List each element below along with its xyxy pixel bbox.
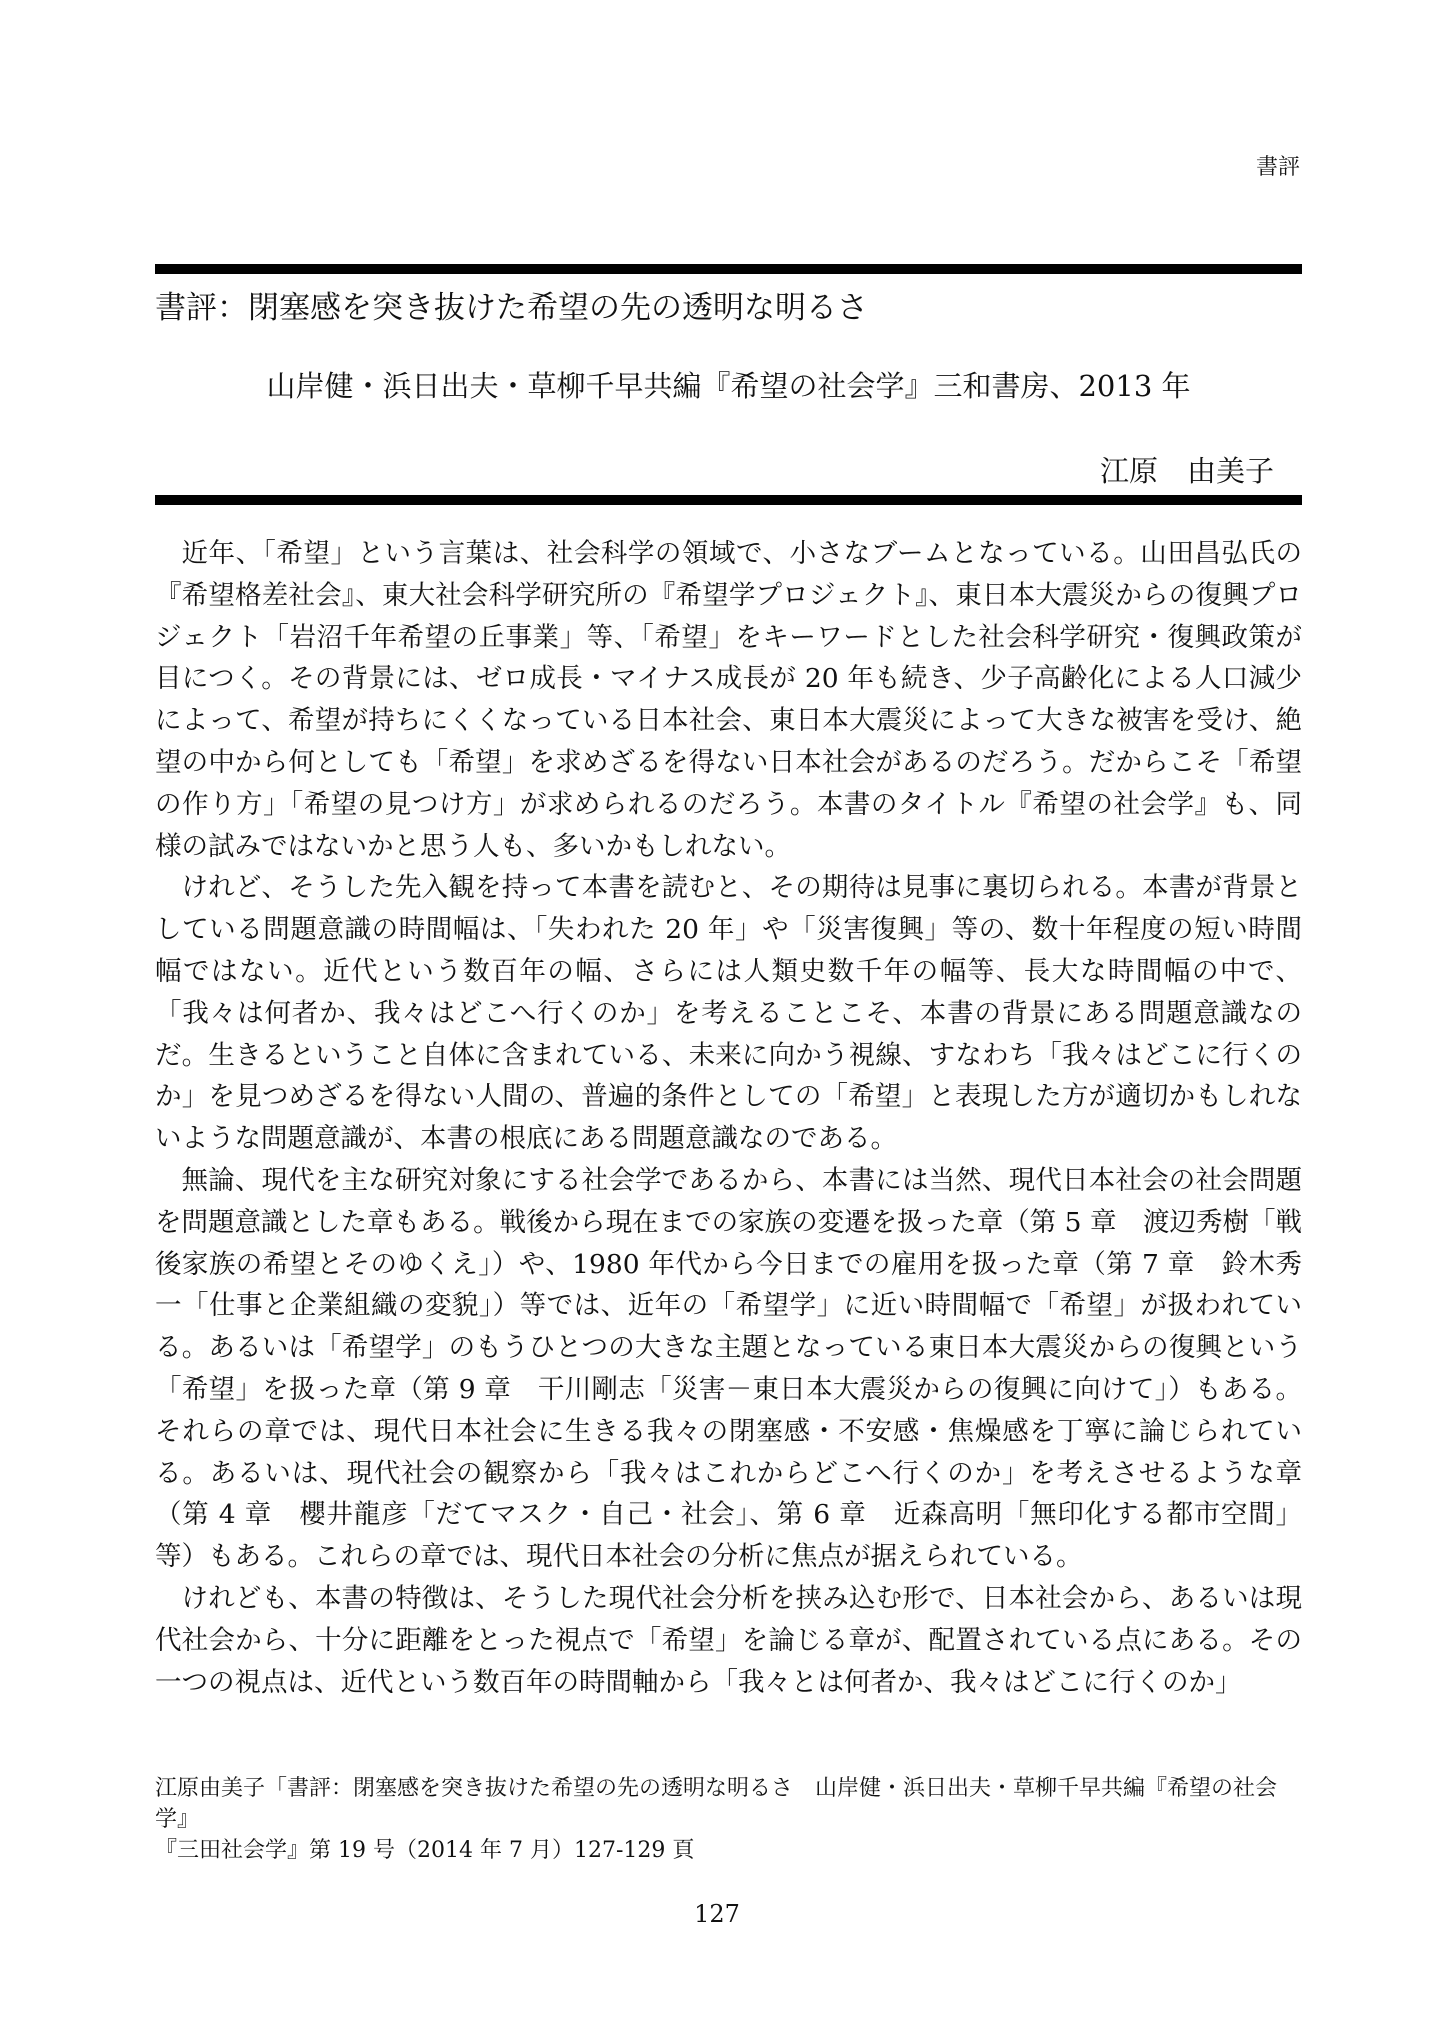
title-bottom-rule: [155, 495, 1302, 505]
paragraph-1: 近年、「希望」という言葉は、社会科学の領域で、小さなブームとなっている。山田昌弘氏の『希望格差社会』、東大社会科学研究所の『希望学プロジェクト』、東日本大震災からの復興プロジェクト「岩沼千年希望の丘事業」等、「希望」をキーワードとした社会科学研究・復興政策が目につく。その背景には、ゼロ成長・マイナス成長が 20 年も続き、少子高齢化による人口減少によって、希望が持ちにくくなっている日本社会、東日本大震災によって大きな被害を受け、絶望の中から何としても「希望」を求めざるを得ない日本社会があるのだろう。だからこそ「希望の作り方」「希望の見つけ方」が求められるのだろう。本書のタイトル『希望の社会学』も、同様の試みではないかと思う人も、多いかもしれない。: [155, 538, 1302, 862]
paragraph-4: けれども、本書の特徴は、そうした現代社会分析を挟み込む形で、日本社会から、あるいは現代社会から、十分に距離をとった視点で「希望」を論じる章が、配置されている点にある。その一つの視点は、近代という数百年の時間軸から「我々とは何者か、我々はどこに行くのか」: [155, 1582, 1302, 1698]
page-number: 127: [694, 1900, 740, 1928]
title-top-rule: [155, 264, 1302, 274]
article-body: [155, 533, 1302, 1703]
paragraph-2: けれど、そうした先入観を持って本書を読むと、その期待は見事に裏切られる。本書が背景としている問題意識の時間幅は、「失われた 20 年」や「災害復興」等の、数十年程度の短い時間幅ではない。近代という数百年の幅、さらには人類史数千年の幅等、長大な時間幅の中で、「我々は何者か、我々はどこへ行くのか」を考えることこそ、本書の背景にある問題意識なのだ。生きるということ自体に含まれている、未来に向かう視線、すなわち「我々はどこに行くのか」を見つめざるを得ない人間の、普遍的条件としての「希望」と表現した方が適切かもしれないような問題意識が、本書の根底にある問題意識なのである。: [155, 872, 1302, 1155]
running-header: 書評: [1255, 155, 1300, 180]
citation-line-2: 『三田社会学』第 19 号（2014 年 7 月）127-129 頁: [155, 1838, 695, 1863]
author-name: 江原 由美子: [1099, 454, 1274, 488]
article-title: 書評：閉塞感を突き抜けた希望の先の透明な明るさ: [155, 290, 868, 326]
citation-line-1: 江原由美子「書評：閉塞感を突き抜けた希望の先の透明な明るさ 山岸健・浜日出夫・草柳千早共編『希望の社会学』: [155, 1776, 1278, 1832]
citation-footer: [155, 1773, 1302, 1866]
book-reference: 山岸健・浜日出夫・草柳千早共編『希望の社会学』三和書房、2013 年: [266, 369, 1191, 403]
paragraph-3: 無論、現代を主な研究対象にする社会学であるから、本書には当然、現代日本社会の社会問題を問題意識とした章もある。戦後から現在までの家族の変遷を扱った章（第 5 章 渡辺秀樹「戦後家族の希望とそのゆくえ」）や、1980 年代から今日までの雇用を扱った章（第 7 章 鈴木秀一「仕事と企業組織の変貌」）等では、近年の「希望学」に近い時間幅で「希望」が扱われている。あるいは「希望学」のもうひとつの大きな主題となっている東日本大震災からの復興という「希望」を扱った章（第 9 章 干川剛志「災害－東日本大震災からの復興に向けて」）もある。それらの章では、現代日本社会に生きる我々の閉塞感・不安感・焦燥感を丁寧に論じられている。あるいは、現代社会の観察から「我々はこれからどこへ行くのか」を考えさせるような章（第 4 章 櫻井龍彦「だてマスク・自己・社会」、第 6 章 近森高明「無印化する都市空間」等）もある。これらの章では、現代日本社会の分析に焦点が据えられている。: [155, 1164, 1302, 1573]
